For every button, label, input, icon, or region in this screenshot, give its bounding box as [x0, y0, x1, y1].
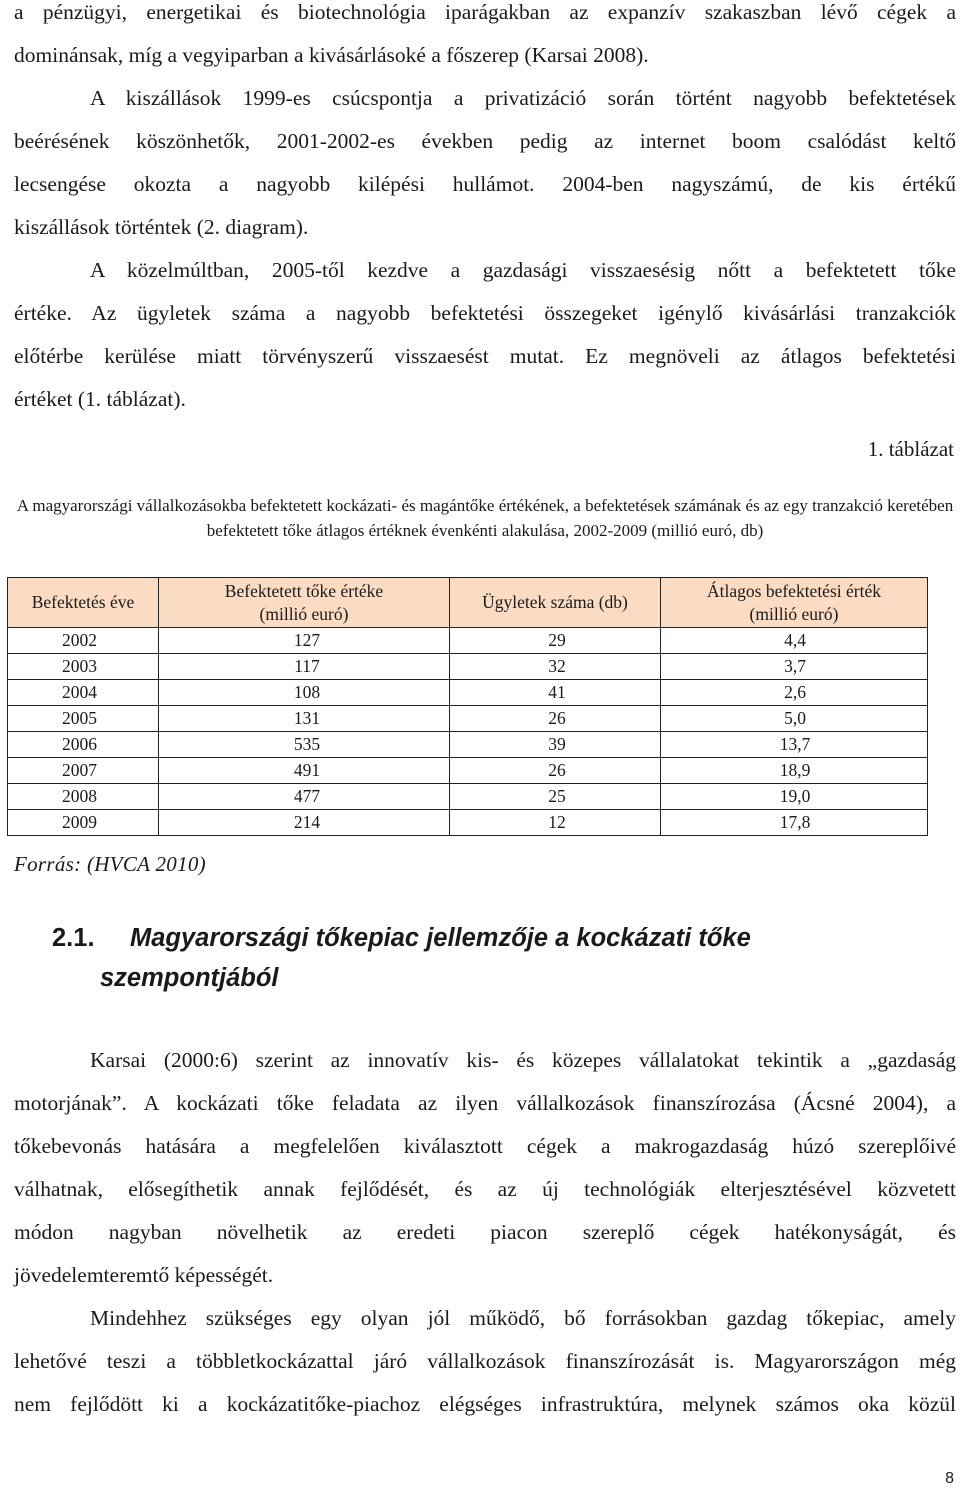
cell-capital: 535 — [159, 732, 450, 758]
cell-count: 26 — [450, 706, 661, 732]
cell-count: 41 — [450, 680, 661, 706]
cell-year: 2006 — [8, 732, 159, 758]
page-number: 8 — [945, 1470, 954, 1487]
cell-year: 2003 — [8, 654, 159, 680]
cell-year: 2004 — [8, 680, 159, 706]
cell-capital: 108 — [159, 680, 450, 706]
paragraph-recent — [14, 249, 956, 421]
section-heading — [52, 918, 751, 998]
text-line: Mindehhez szükséges egy olyan jól működő, bő forrásokban gazdag tőkepiac, amely — [90, 1306, 956, 1330]
column-header-year: Befektetés éve — [8, 578, 159, 628]
table-header-row — [8, 578, 928, 628]
cell-count: 29 — [450, 628, 661, 654]
cell-year: 2009 — [8, 810, 159, 836]
table-row — [8, 654, 928, 680]
cell-capital: 214 — [159, 810, 450, 836]
table-row — [8, 810, 928, 836]
text-line: válhatnak, elősegíthetik annak fejlődését, és az új technológiák elterjesztésével közvetett — [14, 1177, 956, 1201]
cell-count: 25 — [450, 784, 661, 810]
cell-count: 32 — [450, 654, 661, 680]
cell-capital: 477 — [159, 784, 450, 810]
text-line: értéke. Az ügyletek száma a nagyobb befektetési összegeket igénylő kivásárlási tranzakciók — [14, 301, 956, 325]
cell-capital: 131 — [159, 706, 450, 732]
text-line: a pénzügyi, energetikai és biotechnológia iparágakban az expanzív szakaszban lévő cégek a — [14, 0, 956, 24]
cell-average: 19,0 — [661, 784, 928, 810]
cell-count: 39 — [450, 732, 661, 758]
paragraph-exits — [14, 77, 956, 249]
cell-average: 2,6 — [661, 680, 928, 706]
text-line: motorjának”. A kockázati tőke feladata az ilyen vállalkozások finanszírozása (Ácsné 2004), a — [14, 1091, 956, 1115]
cell-average: 4,4 — [661, 628, 928, 654]
section-title-line2: szempontjából — [100, 964, 279, 992]
section-title-line1: Magyarországi tőkepiac jellemzője a kockázati tőke — [130, 924, 751, 952]
text-line: A kiszállások 1999-es csúcspontja a privatizáció során történt nagyobb befektetések — [90, 86, 956, 110]
cell-year: 2008 — [8, 784, 159, 810]
data-table — [7, 577, 928, 836]
text-line: tőkebevonás hatására a megfelelően kiválasztott cégek a makrogazdaság húzó szereplőivé — [14, 1134, 956, 1158]
cell-average: 18,9 — [661, 758, 928, 784]
table-row — [8, 732, 928, 758]
text-line: dominánsak, míg a vegyiparban a kivásárlásoké a főszerep (Karsai 2008). — [14, 43, 649, 67]
text-line: A közelmúltban, 2005-től kezdve a gazdasági visszaesésig nőtt a befektetett tőke — [90, 258, 956, 282]
table-row — [8, 758, 928, 784]
cell-capital: 127 — [159, 628, 450, 654]
text-line: nem fejlődött ki a kockázatitőke-piachoz elégséges infrastruktúra, melynek számos oka közül — [14, 1392, 956, 1416]
cell-capital: 117 — [159, 654, 450, 680]
text-line: Karsai (2000:6) szerint az innovatív kis- és közepes vállalatokat tekintik a „gazdaság — [90, 1048, 956, 1072]
text-line: lehetővé teszi a többletkockázattal járó vállalkozások finanszírozását is. Magyarországon még — [14, 1349, 956, 1373]
cell-count: 26 — [450, 758, 661, 784]
text-line: kiszállások történtek (2. diagram). — [14, 215, 309, 239]
paragraph-continuation — [14, 0, 956, 77]
section-number: 2.1. — [52, 924, 95, 952]
cell-year: 2002 — [8, 628, 159, 654]
column-header-capital: Befektetett tőke értéke (millió euró) — [159, 578, 450, 628]
text-line: értéket (1. táblázat). — [14, 387, 186, 411]
text-line: előtérbe kerülése miatt törvényszerű visszaesést mutat. Ez megnöveli az átlagos befektetési — [14, 344, 956, 368]
cell-average: 13,7 — [661, 732, 928, 758]
table-row — [8, 706, 928, 732]
text-line: lecsengése okozta a nagyobb kilépési hullámot. 2004-ben nagyszámú, de kis értékű — [14, 172, 956, 196]
table-source: Forrás: (HVCA 2010) — [14, 852, 206, 876]
column-header-count: Ügyletek száma (db) — [450, 578, 661, 628]
cell-capital: 491 — [159, 758, 450, 784]
column-header-average: Átlagos befektetési érték (millió euró) — [661, 578, 928, 628]
table-row — [8, 680, 928, 706]
cell-year: 2005 — [8, 706, 159, 732]
cell-count: 12 — [450, 810, 661, 836]
table-label: 1. táblázat — [867, 437, 954, 461]
paragraph-karsai — [14, 1039, 956, 1297]
text-line: módon nagyban növelhetik az eredeti piacon szereplő cégek hatékonyságát, és — [14, 1220, 956, 1244]
table-row — [8, 784, 928, 810]
cell-average: 17,8 — [661, 810, 928, 836]
cell-average: 3,7 — [661, 654, 928, 680]
paragraph-capital-market — [14, 1297, 956, 1426]
text-line: beérésének köszönhetők, 2001-2002-es években pedig az internet boom csalódást keltő — [14, 129, 956, 153]
text-line: jövedelemteremtő képességét. — [14, 1263, 274, 1287]
cell-average: 5,0 — [661, 706, 928, 732]
table-caption: A magyarországi vállalkozásokba befektetett kockázati- és magántőke értékének, a befektetések számának és az egy tranzakció keretében befektetett tőke átlagos értéknek évenkénti alakulása, 2002-2009 (millió euró, db) — [16, 496, 954, 540]
table-row — [8, 628, 928, 654]
cell-year: 2007 — [8, 758, 159, 784]
